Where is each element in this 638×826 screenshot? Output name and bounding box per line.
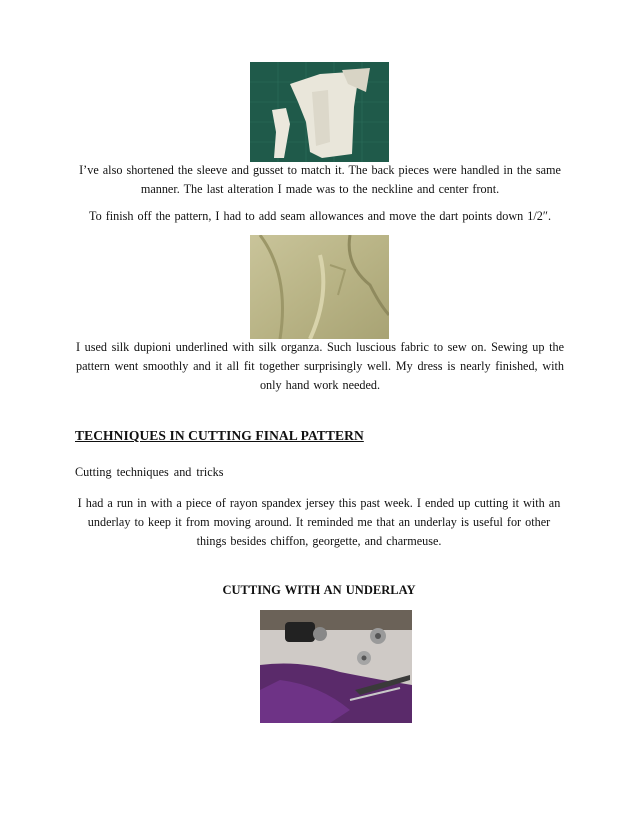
cutting-underlay-photo: [260, 610, 412, 723]
section-heading: TECHNIQUES IN CUTTING FINAL PATTERN: [75, 428, 364, 443]
silk-bodice-photo: [250, 235, 389, 339]
figure-caption-title: CUTTING WITH AN UNDERLAY: [222, 583, 416, 597]
paragraph-sleeve-alterations: I’ve also shortened the sleeve and gusset to match it. The back pieces were handled in the same manner. The last alteration I made was to the neckline and center front.: [79, 163, 561, 196]
paragraph-underlay-intro: I had a run in with a piece of rayon spandex jersey this past week. I ended up cutting it with an underlay to keep it from moving around. It reminded me that an underlay is useful for other things besides chiffon, georgette, and charmeuse.: [77, 496, 561, 548]
paragraph-seam-allowances: To finish off the pattern, I had to add seam allowances and move the dart points down 1/2″.: [88, 209, 551, 223]
pattern-pieces-photo: [250, 62, 389, 162]
paragraph-silk-dupioni: I used silk dupioni underlined with silk organza. Such luscious fabric to sew on. Sewing up the pattern went smoothly and it all fit together surprisingly well. My dress is nearly finished, with only hand work needed.: [76, 340, 564, 392]
section-subheading: Cutting techniques and tricks: [75, 465, 224, 479]
